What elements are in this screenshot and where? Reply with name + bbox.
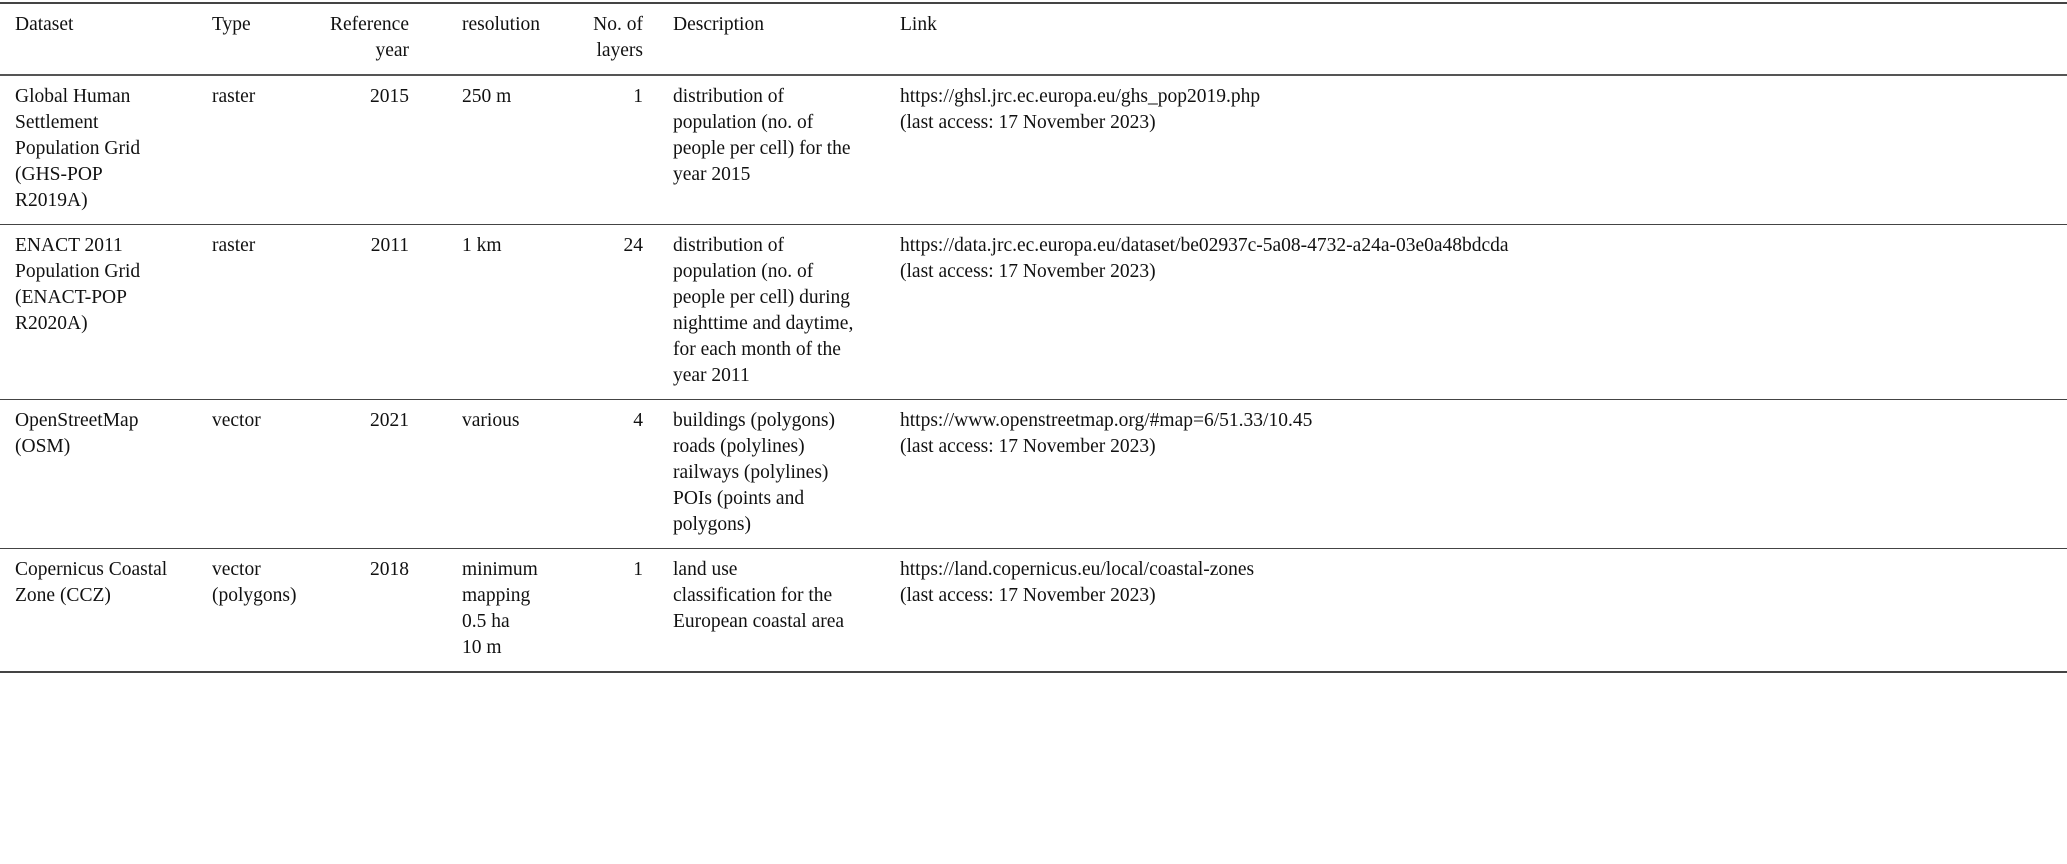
description-line: people per cell) for the	[673, 138, 851, 159]
table-row	[0, 75, 2067, 225]
header-type: Type	[212, 14, 251, 35]
link-url[interactable]: https://land.copernicus.eu/local/coastal-zones	[900, 559, 1255, 580]
cell-year: 2015	[370, 86, 409, 107]
cell-resolution	[450, 400, 564, 549]
resolution-line: 0.5 ha	[462, 611, 510, 632]
link-line: (last access: 17 November 2023)	[900, 112, 1156, 133]
link-line: (last access: 17 November 2023)	[900, 585, 1156, 606]
cell-layers: 1	[633, 559, 643, 580]
resolution-line: mapping	[462, 585, 531, 606]
description-line: distribution of	[673, 86, 785, 107]
type-line: vector	[212, 410, 261, 431]
cell-resolution	[450, 225, 564, 400]
dataset-line: Copernicus Coastal	[15, 559, 168, 580]
header-layers: No. of layers	[593, 14, 643, 61]
cell-year: 2018	[370, 559, 409, 580]
cell-dataset	[0, 400, 200, 549]
dataset-line: R2020A)	[15, 313, 88, 334]
cell-layers: 4	[633, 410, 643, 431]
dataset-line: Global Human	[15, 86, 131, 107]
resolution-line: various	[462, 410, 520, 431]
dataset-line: OpenStreetMap	[15, 410, 139, 431]
header-description: Description	[673, 14, 764, 35]
resolution-line: 250 m	[462, 86, 512, 107]
cell-description	[661, 75, 888, 225]
header-link: Link	[900, 14, 937, 35]
header-resolution: resolution	[462, 14, 540, 35]
cell-link	[888, 549, 2067, 673]
type-line: vector	[212, 559, 261, 580]
description-line: distribution of	[673, 235, 785, 256]
link-url[interactable]: https://data.jrc.ec.europa.eu/dataset/be02937c-5a08-4732-a24a-03e0a48bdcda	[900, 235, 1509, 256]
cell-link	[888, 400, 2067, 549]
description-line: roads (polylines)	[673, 436, 805, 457]
description-line: people per cell) during	[673, 287, 851, 308]
cell-year: 2021	[370, 410, 409, 431]
type-line: raster	[212, 86, 256, 107]
type-line: (polygons)	[212, 585, 297, 606]
cell-layers: 1	[633, 86, 643, 107]
cell-type	[200, 400, 312, 549]
dataset-line: R2019A)	[15, 190, 88, 211]
dataset-line: Population Grid	[15, 138, 141, 159]
type-line: raster	[212, 235, 256, 256]
description-line: year 2011	[673, 365, 750, 386]
link-url[interactable]: https://ghsl.jrc.ec.europa.eu/ghs_pop2019.php	[900, 86, 1261, 107]
resolution-line: 10 m	[462, 637, 502, 658]
dataset-line: ENACT 2011	[15, 235, 123, 256]
cell-description	[661, 225, 888, 400]
description-line: year 2015	[673, 164, 751, 185]
cell-resolution	[450, 549, 564, 673]
cell-dataset	[0, 75, 200, 225]
description-line: land use	[673, 559, 738, 580]
cell-type	[200, 549, 312, 673]
cell-dataset	[0, 225, 200, 400]
link-line: (last access: 17 November 2023)	[900, 436, 1156, 457]
header-reference-year: Reference year	[329, 14, 409, 61]
dataset-line: Population Grid	[15, 261, 141, 282]
cell-dataset	[0, 549, 200, 673]
description-line: buildings (polygons)	[673, 410, 835, 431]
description-line: European coastal area	[673, 611, 845, 632]
cell-year: 2011	[370, 235, 409, 256]
cell-layers: 24	[623, 235, 643, 256]
link-line: (last access: 17 November 2023)	[900, 261, 1156, 282]
table-row	[0, 549, 2067, 673]
description-line: population (no. of	[673, 112, 814, 133]
link-url[interactable]: https://www.openstreetmap.org/#map=6/51.33/10.45	[900, 410, 1313, 431]
dataset-line: (ENACT-POP	[15, 287, 127, 308]
dataset-line: Settlement	[15, 112, 99, 133]
dataset-line: Zone (CCZ)	[15, 585, 111, 606]
table-row	[0, 225, 2067, 400]
cell-description	[661, 400, 888, 549]
resolution-line: 1 km	[462, 235, 502, 256]
description-line: population (no. of	[673, 261, 814, 282]
description-line: POIs (points and	[673, 488, 805, 509]
cell-type	[200, 225, 312, 400]
cell-type	[200, 75, 312, 225]
cell-resolution	[450, 75, 564, 225]
dataset-line: (OSM)	[15, 436, 71, 457]
description-line: polygons)	[673, 514, 751, 535]
description-line: classification for the	[673, 585, 833, 606]
datasets-table	[0, 2, 2067, 673]
resolution-line: minimum	[462, 559, 538, 580]
table-row	[0, 400, 2067, 549]
description-line: for each month of the	[673, 339, 841, 360]
table-header-row	[0, 3, 2067, 75]
cell-link	[888, 75, 2067, 225]
description-line: railways (polylines)	[673, 462, 829, 483]
dataset-line: (GHS-POP	[15, 164, 103, 185]
cell-description	[661, 549, 888, 673]
description-line: nighttime and daytime,	[673, 313, 854, 334]
cell-link	[888, 225, 2067, 400]
header-dataset: Dataset	[15, 14, 74, 35]
